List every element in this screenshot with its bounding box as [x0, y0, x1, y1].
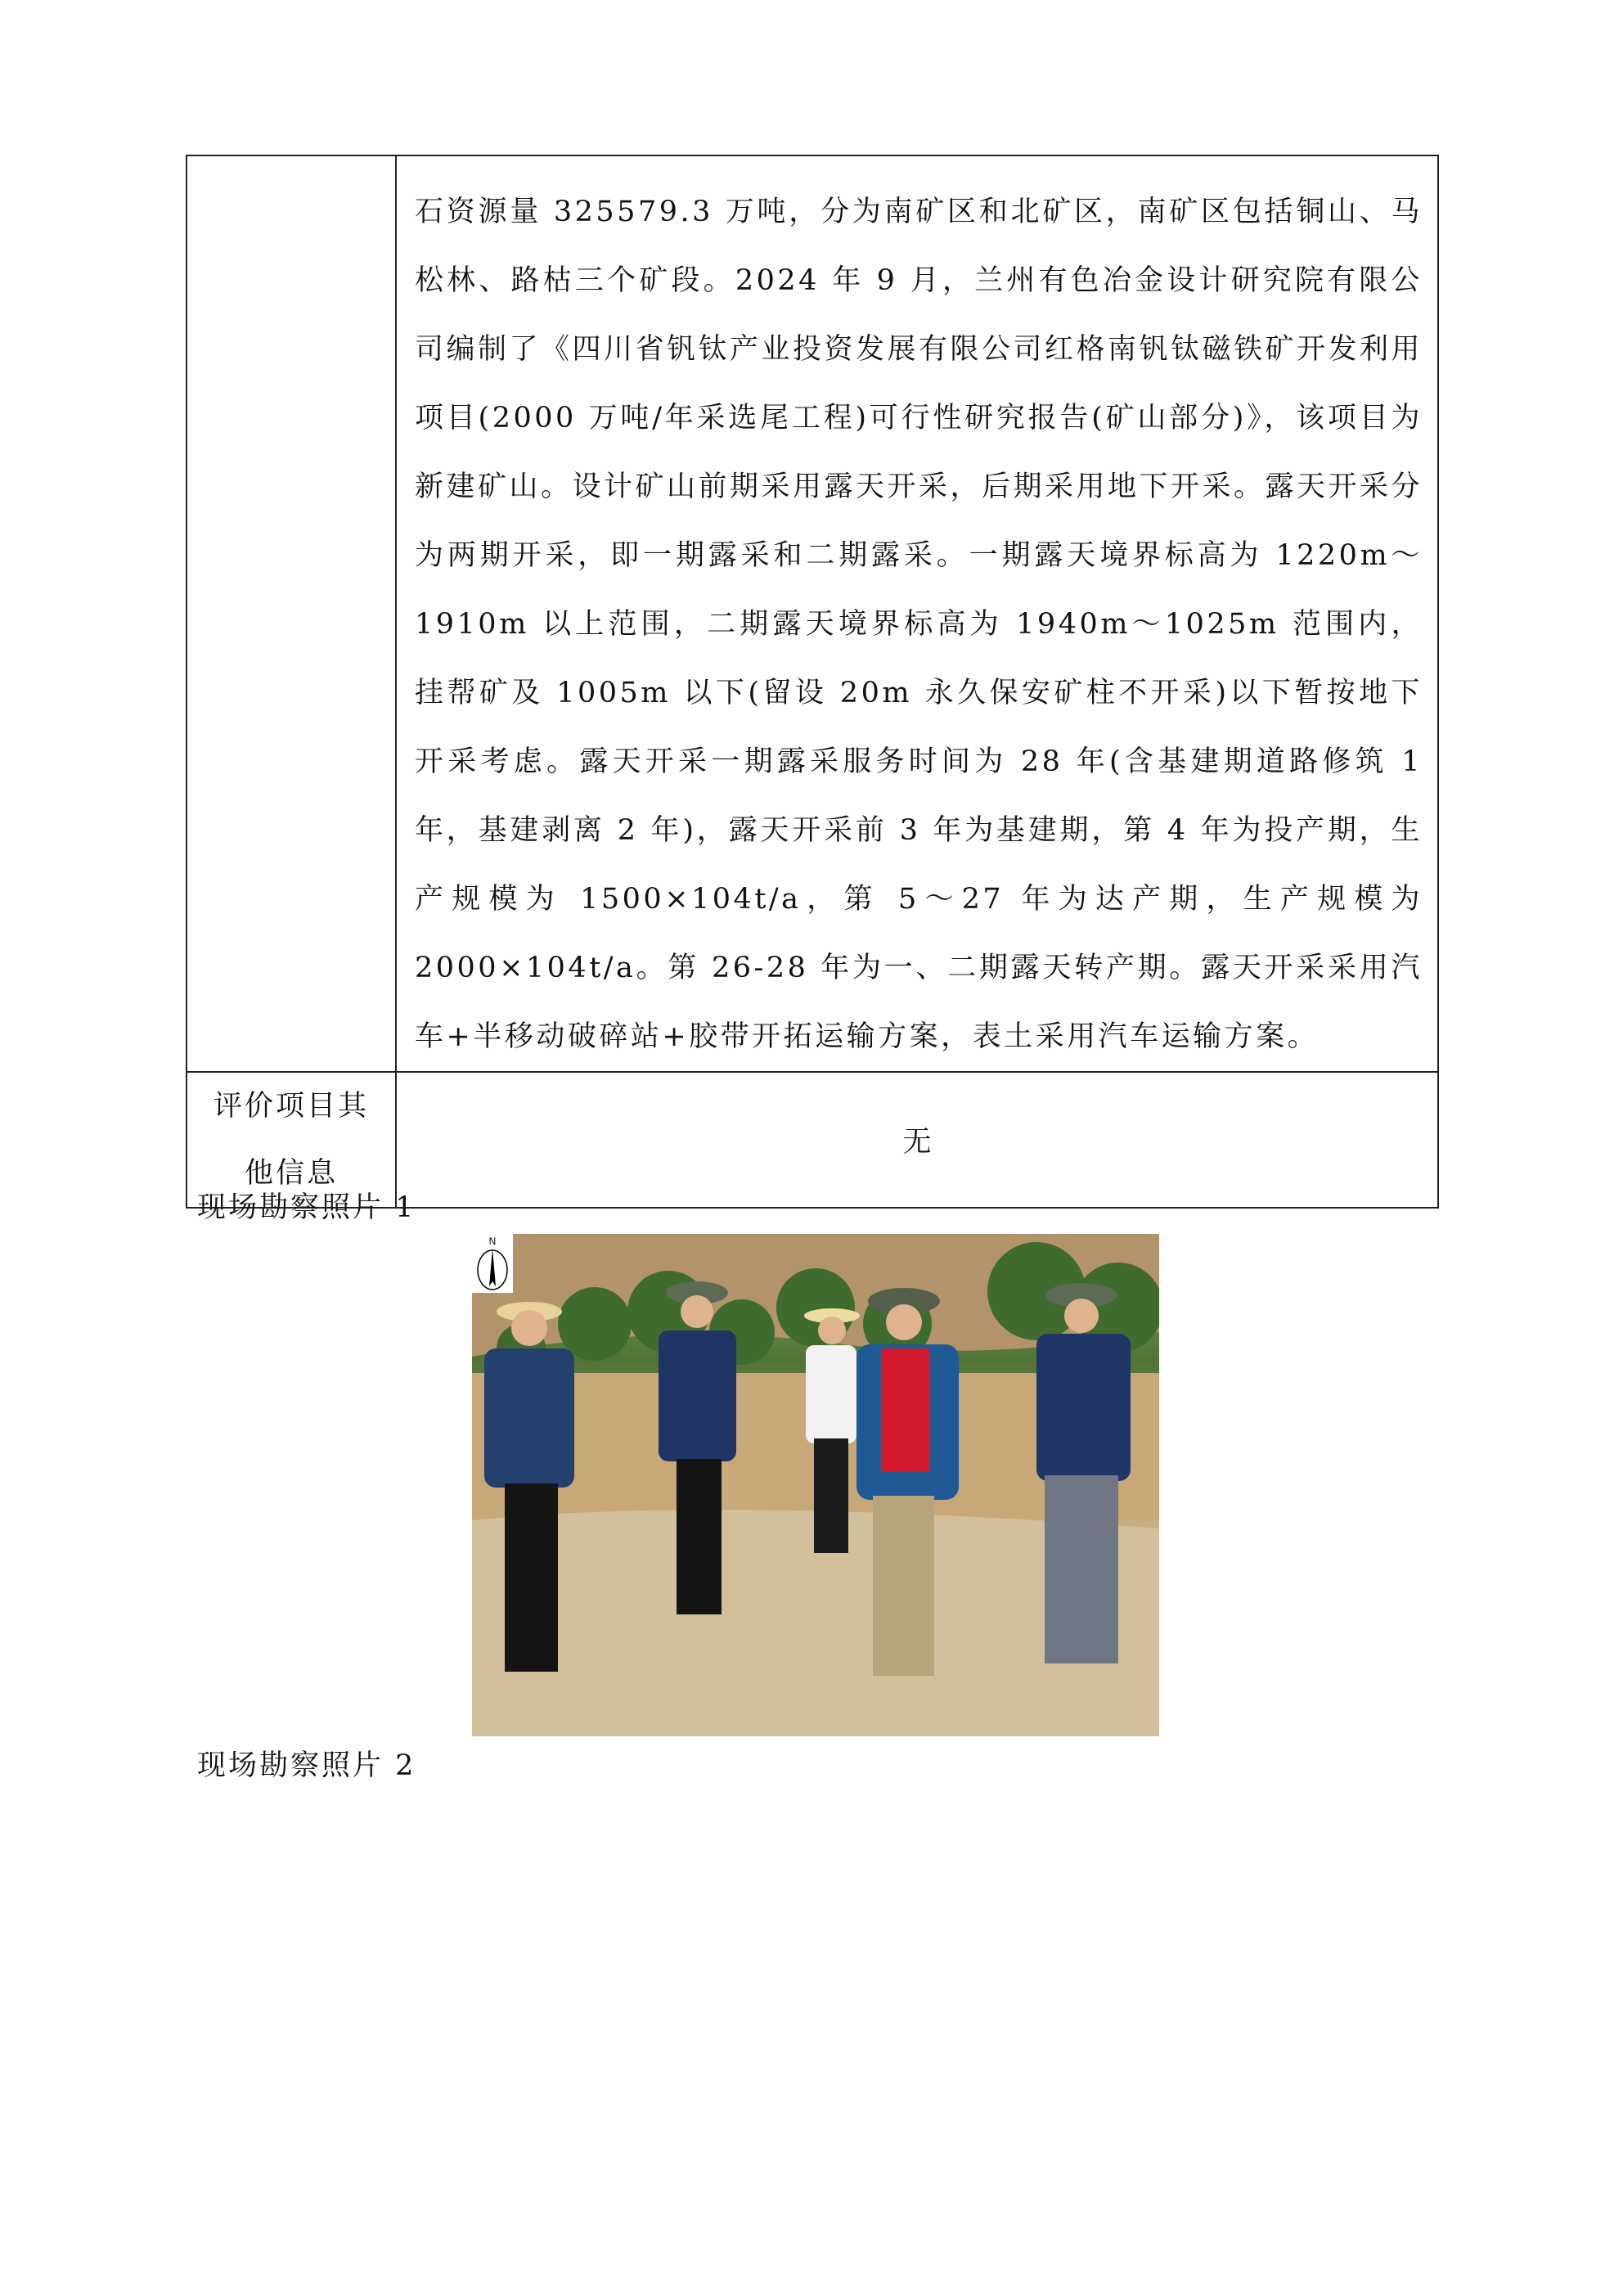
other-info-label-line2: 他信息	[244, 1157, 338, 1190]
site-survey-photo-1	[472, 1234, 1159, 1736]
other-info-value: 无	[902, 1126, 932, 1159]
other-info-value-cell	[396, 1072, 1438, 1208]
svg-text:N: N	[488, 1236, 497, 1247]
photo-illustration	[472, 1234, 1159, 1736]
description-cell	[396, 155, 1438, 1072]
photo1-caption: 现场勘察照片 1	[197, 1191, 416, 1224]
north-arrow-inset	[472, 1234, 513, 1293]
photo2-caption: 现场勘察照片 2	[197, 1749, 416, 1782]
project-description-text: 石资源量 325579.3 万吨，分为南矿区和北矿区，南矿区包括铜山、马松林、路枯三个矿段。2024 年 9 月，兰州有色冶金设计研究院有限公司编制了《四川省钒钛产业投资发展有限公司红格南钒钛磁铁矿开发利用项目(2000 万吨/年采选尾工程)可行性研究报告(矿山部分)》，该项目为新建矿山。设计矿山前期采用露天开采，后期采用地下开采。露天开采分为两期开采，即一期露采和二期露采。一期露天境界标高为 1220m～1910m 以上范围，二期露天境界标高为 1940m～1025m 范围内，挂帮矿及 1005m 以下(留设 20m 永久保安矿柱不开采)以下暂按地下开采考虑。露天开采一期露采服务时间为 28 年(含基建期道路修筑 1 年，基建剥离 2 年)，露天开采前 3 年为基建期，第 4 年为投产期，生产规模为 1500×104t/a，第 5～27 年为达产期，生产规模为 2000×104t/a。第 26-28 年为一、二期露天转产期。露天开采采用汽车+半移动破碎站+胶带开拓运输方案，表土采用汽车运输方案。	[415, 196, 1423, 1053]
description-label-cell	[187, 155, 396, 1072]
project-info-table	[186, 155, 1439, 1209]
north-arrow-icon	[472, 1234, 513, 1293]
other-info-label-line1: 评价项目其	[213, 1090, 369, 1123]
table-row-description	[187, 155, 1438, 1072]
